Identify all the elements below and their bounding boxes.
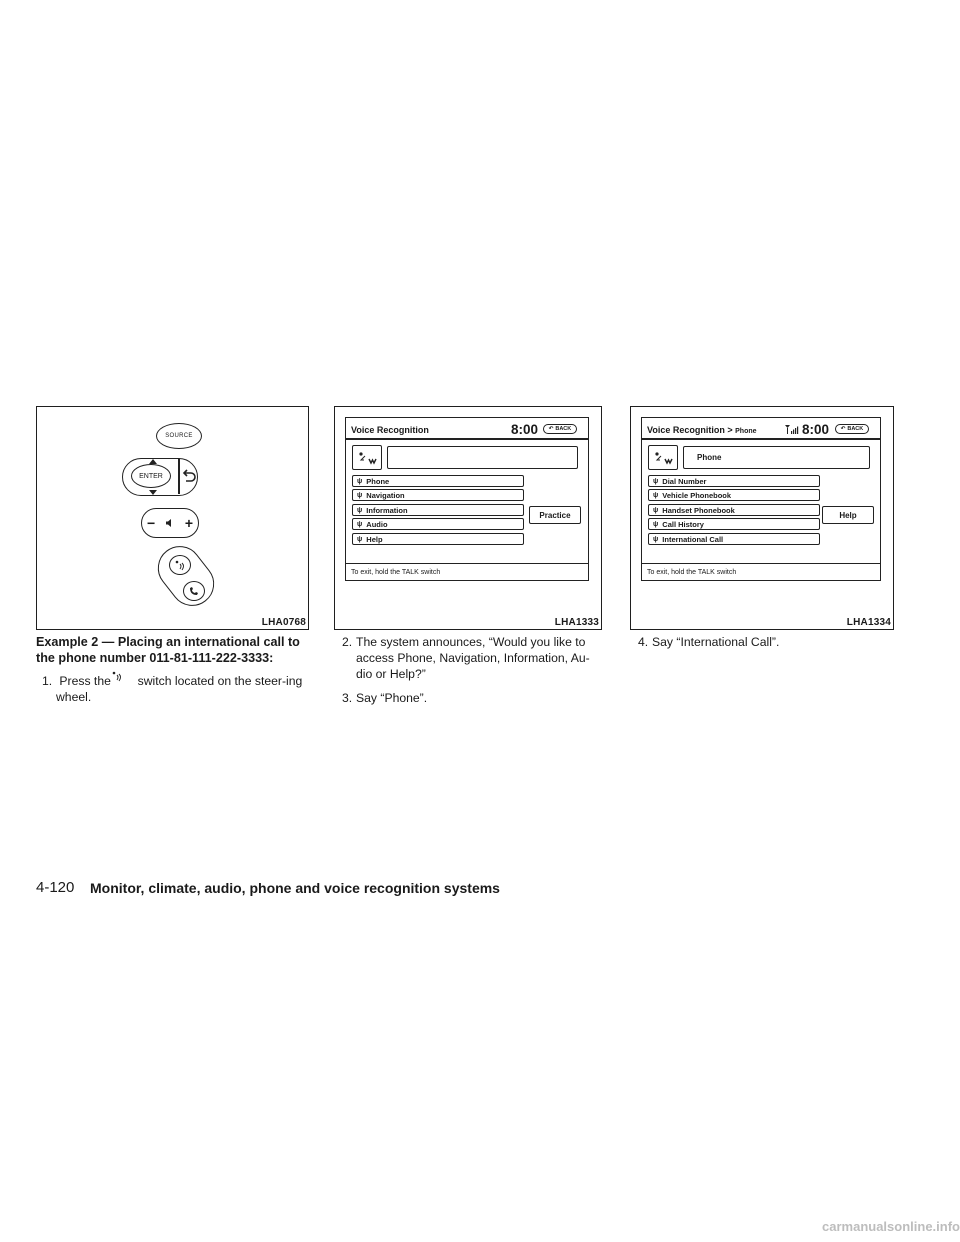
menu-item-label: Vehicle Phonebook bbox=[662, 490, 732, 500]
clock: 8:00 bbox=[802, 422, 830, 437]
clock: 8:00 bbox=[511, 422, 539, 437]
menu-item-navigation[interactable] bbox=[352, 489, 524, 501]
arrow-down-icon[interactable] bbox=[149, 490, 157, 495]
screen-title-main: Voice Recognition bbox=[647, 425, 725, 435]
back-arrow-icon: ↶ bbox=[840, 426, 846, 432]
menu-item-call-history[interactable] bbox=[648, 518, 820, 530]
back-label: BACK bbox=[555, 426, 572, 432]
speaker-icon bbox=[165, 515, 175, 531]
phone-handset-icon[interactable] bbox=[183, 581, 205, 601]
menu-item-label: Help bbox=[366, 534, 383, 544]
step-1-text-pre: Press the bbox=[59, 674, 111, 688]
figure-voice-recognition-phone bbox=[630, 406, 894, 630]
step-4-text: Say “International Call”. bbox=[652, 635, 780, 649]
volume-minus-button[interactable]: − bbox=[146, 515, 156, 531]
volume-control bbox=[141, 508, 199, 538]
back-label: BACK bbox=[847, 426, 864, 432]
figure-code: LHA0768 bbox=[261, 617, 306, 628]
figure-code: LHA1333 bbox=[554, 617, 599, 628]
watermark: carmanualsonline.info bbox=[822, 1219, 960, 1234]
text-column-3 bbox=[632, 634, 896, 650]
display-screen bbox=[345, 417, 589, 581]
menu-item-label: Phone bbox=[366, 476, 390, 486]
microphone-icon: ψ bbox=[653, 506, 659, 514]
menu-item-vehicle-phonebook[interactable] bbox=[648, 489, 820, 501]
microphone-icon: ψ bbox=[357, 520, 363, 528]
menu-item-label: Handset Phonebook bbox=[662, 505, 735, 515]
text-column-2 bbox=[336, 634, 604, 706]
figure-steering-controls bbox=[36, 406, 309, 630]
talk-switch-icon[interactable] bbox=[169, 555, 191, 575]
step-2 bbox=[336, 634, 604, 682]
microphone-icon: ψ bbox=[357, 477, 363, 485]
talk-switch-icon bbox=[114, 670, 134, 687]
menu-item-label: Audio bbox=[366, 519, 388, 529]
step-number: 2. bbox=[342, 635, 353, 649]
microphone-icon: ψ bbox=[653, 491, 659, 499]
menu-item-label: Dial Number bbox=[662, 476, 707, 486]
phone-talk-control bbox=[149, 537, 223, 615]
page-number: 4-120 bbox=[36, 879, 75, 896]
breadcrumb-separator: > bbox=[727, 425, 733, 435]
menu-item-label: International Call bbox=[662, 534, 724, 544]
recognition-field bbox=[387, 446, 578, 469]
section-title: Monitor, climate, audio, phone and voice recognition systems bbox=[90, 880, 500, 896]
step-4 bbox=[632, 634, 896, 650]
microphone-icon: ψ bbox=[653, 535, 659, 543]
microphone-icon: ψ bbox=[357, 535, 363, 543]
microphone-icon: ψ bbox=[653, 477, 659, 485]
microphone-icon: ψ bbox=[357, 506, 363, 514]
step-3 bbox=[336, 690, 604, 706]
menu-item-information[interactable] bbox=[352, 504, 524, 516]
menu-item-label: Navigation bbox=[366, 490, 405, 500]
enter-button[interactable]: ENTER bbox=[131, 464, 171, 488]
title-rule bbox=[346, 438, 588, 440]
display-screen bbox=[641, 417, 881, 581]
voice-face-icon bbox=[352, 445, 382, 470]
figure-voice-recognition-main bbox=[334, 406, 602, 630]
step-1 bbox=[36, 670, 311, 705]
volume-plus-button[interactable]: + bbox=[184, 515, 194, 531]
title-rule bbox=[642, 438, 880, 440]
step-number: 3. bbox=[342, 691, 353, 705]
back-button[interactable] bbox=[835, 424, 869, 434]
practice-button[interactable]: Practice bbox=[529, 506, 581, 524]
microphone-icon: ψ bbox=[357, 491, 363, 499]
example-heading: Example 2 — Placing an international call to the phone number 011-81-111-222-3333: bbox=[36, 635, 300, 665]
menu-item-label: Call History bbox=[662, 519, 704, 529]
menu-item-phone[interactable] bbox=[352, 475, 524, 487]
back-arrow-icon: ↶ bbox=[548, 426, 554, 432]
screen-title bbox=[647, 425, 757, 435]
menu-item-handset-phonebook[interactable] bbox=[648, 504, 820, 516]
screen-footer: To exit, hold the TALK switch bbox=[642, 563, 880, 580]
step-number: 4. bbox=[638, 635, 649, 649]
figure-code: LHA1334 bbox=[846, 617, 891, 628]
step-2-text: The system announces, “Would you like to access Phone, Navigation, Information, Au-dio or Help?” bbox=[356, 635, 590, 681]
menu-item-dial-number[interactable] bbox=[648, 475, 820, 487]
step-1-text-post: switch located on the steer-ing wheel. bbox=[56, 674, 303, 704]
source-button[interactable]: SOURCE bbox=[156, 423, 202, 449]
help-button[interactable]: Help bbox=[822, 506, 874, 524]
back-button[interactable] bbox=[543, 424, 577, 434]
text-column-1 bbox=[36, 634, 311, 705]
screen-footer: To exit, hold the TALK switch bbox=[346, 563, 588, 580]
microphone-icon: ψ bbox=[653, 520, 659, 528]
back-arrow-icon[interactable] bbox=[181, 464, 197, 488]
menu-item-international-call[interactable] bbox=[648, 533, 820, 545]
voice-face-icon bbox=[648, 445, 678, 470]
step-number: 1. bbox=[42, 674, 53, 688]
recognition-field: Phone bbox=[683, 446, 870, 469]
step-3-text: Say “Phone”. bbox=[356, 691, 428, 705]
screen-title: Voice Recognition bbox=[351, 425, 429, 435]
signal-bars-icon bbox=[785, 425, 799, 436]
enter-back-control bbox=[122, 458, 198, 496]
menu-item-label: Information bbox=[366, 505, 408, 515]
menu-item-audio[interactable] bbox=[352, 518, 524, 530]
divider bbox=[178, 459, 180, 494]
screen-title-sub: Phone bbox=[735, 428, 757, 435]
menu-item-help[interactable] bbox=[352, 533, 524, 545]
